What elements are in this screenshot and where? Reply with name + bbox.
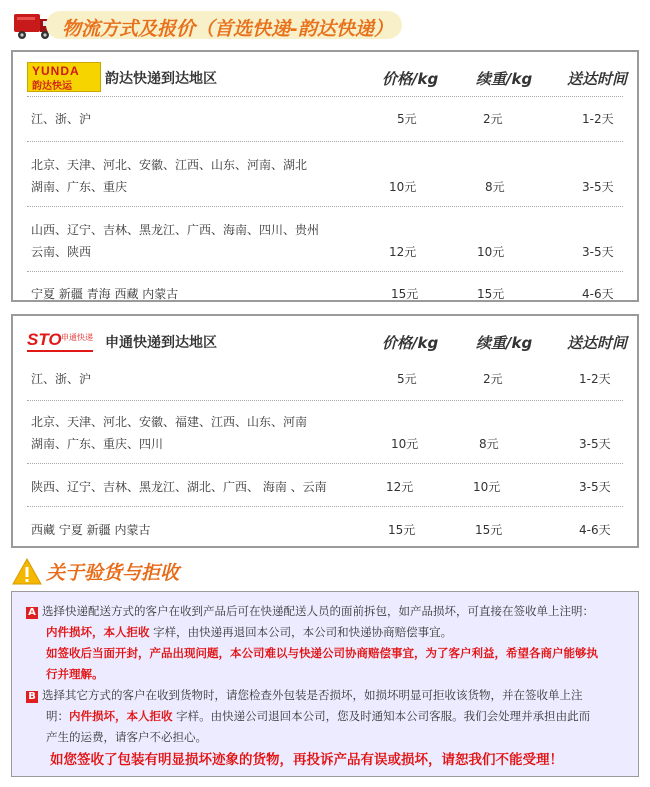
extra-weight: 2元 (483, 372, 503, 386)
price: 15元 (391, 287, 419, 301)
price: 10元 (389, 180, 417, 194)
region: 北京、天津、河北、安徽、江西、山东、河南、湖北 (31, 158, 308, 172)
delivery-time: 4-6天 (579, 523, 611, 537)
table-row (27, 271, 623, 310)
sto-logo-underline (27, 350, 93, 352)
notice-b-line1 (26, 687, 583, 703)
extra-weight: 10元 (473, 480, 501, 494)
table-row (27, 96, 623, 141)
region: 北京、天津、河北、安徽、福建、江西、山东、河南 (31, 415, 308, 429)
notice-box (11, 591, 639, 777)
notice-emphasis: 内件损坏，本人拒收 (69, 709, 173, 723)
notice-a-line4: 行并理解。 (46, 667, 104, 681)
notice-final-warning: 如您签收了包装有明显损坏迹象的货物，再投诉产品有误或损坏，请恕我们不能受理！ (50, 752, 563, 768)
yunda-logo-text: YUNDA (32, 64, 80, 78)
col-extra: 续重/kg (476, 334, 533, 352)
sto-logo (27, 326, 99, 354)
region: 西藏 宁夏 新疆 内蒙古 (31, 523, 151, 537)
sto-panel (11, 314, 639, 548)
yunda-panel (11, 50, 639, 302)
notice-title: 关于验货与拒收 (46, 562, 180, 584)
region-cont: 湖南、广东、重庆、四川 (31, 437, 164, 451)
notice-text: 字样，由快递再退回本公司，本公司和快递协商赔偿事宜。 (149, 625, 453, 639)
col-time: 送达时间 (567, 70, 628, 88)
extra-weight: 2元 (483, 112, 503, 126)
delivery-time: 3-5天 (582, 180, 614, 194)
col-price: 价格/kg (382, 334, 439, 352)
yunda-logo-subtext: 韵达快运 (32, 81, 72, 92)
delivery-time: 1-2天 (579, 372, 611, 386)
region: 江、浙、沪 (31, 372, 92, 386)
region: 陕西、辽宁、吉林、黑龙江、湖北、广西、 海南 、云南 (31, 480, 327, 494)
table-row (27, 400, 623, 463)
notice-b-line2 (46, 708, 590, 724)
price: 5元 (397, 112, 417, 126)
region: 宁夏 新疆 青海 西藏 内蒙古 (31, 287, 179, 301)
badge-b: B (26, 691, 38, 703)
delivery-time: 3-5天 (582, 245, 614, 259)
extra-weight: 10元 (477, 245, 505, 259)
notice-text: 选择其它方式的客户在收到货物时，请您检查外包装是否损坏，如损坏明显可拒收该货物，并在签收单上注 (42, 688, 583, 702)
yunda-logo (27, 62, 101, 92)
region-cont: 云南、陕西 (31, 245, 92, 259)
delivery-time: 3-5天 (579, 480, 611, 494)
col-extra: 续重/kg (476, 70, 533, 88)
price: 15元 (388, 523, 416, 537)
table-row (27, 206, 623, 271)
region-cont: 湖南、广东、重庆 (31, 180, 128, 194)
notice-text: 字样。由快递公司退回本公司，您及时通知本公司客服。我们会处理并承担由此而 (172, 709, 591, 723)
table-row (27, 463, 623, 506)
table-row (27, 506, 623, 549)
sto-logo-text: STO (27, 330, 62, 349)
price: 12元 (386, 480, 414, 494)
region: 江、浙、沪 (31, 112, 92, 126)
extra-weight: 8元 (479, 437, 499, 451)
badge-a: A (26, 607, 38, 619)
col-time: 送达时间 (567, 334, 628, 352)
notice-emphasis: 内件损坏，本人拒收 (46, 625, 150, 639)
header (12, 8, 642, 42)
region: 山西、辽宁、吉林、黑龙江、广西、海南、四川、贵州 (31, 223, 320, 237)
extra-weight: 15元 (475, 523, 503, 537)
delivery-time: 4-6天 (582, 287, 614, 301)
price: 5元 (397, 372, 417, 386)
delivery-time: 1-2天 (582, 112, 614, 126)
sto-header (13, 316, 637, 360)
yunda-header (13, 52, 637, 96)
page-title: 物流方式及报价（首选快递-韵达快递） (62, 18, 393, 40)
notice-text: 选择快递配送方式的客户在收到产品后可在快递配送人员的面前拆包，如产品损坏，可直接在签收单上注明： (42, 604, 594, 618)
notice-text: 明： (46, 709, 69, 723)
price: 12元 (389, 245, 417, 259)
notice-a-line1 (26, 603, 594, 619)
delivery-time: 3-5天 (579, 437, 611, 451)
notice-b-line3: 产生的运费，请客户不必担心。 (46, 730, 207, 744)
table-row (27, 360, 623, 400)
extra-weight: 8元 (485, 180, 505, 194)
col-region: 申通快递到达地区 (105, 335, 217, 351)
sto-logo-subtext: 申通快递 (61, 333, 93, 342)
table-row (27, 141, 623, 206)
price: 10元 (391, 437, 419, 451)
extra-weight: 15元 (477, 287, 505, 301)
notice-a-line2 (46, 624, 452, 640)
notice-heading (12, 556, 212, 588)
notice-a-line3: 如签收后当面开封，产品出现问题，本公司难以与快递公司协商赔偿事宜，为了客户利益，希望各商户能够执 (46, 646, 598, 660)
col-region: 韵达快递到达地区 (105, 71, 217, 87)
warning-icon (12, 558, 42, 586)
col-price: 价格/kg (382, 70, 439, 88)
